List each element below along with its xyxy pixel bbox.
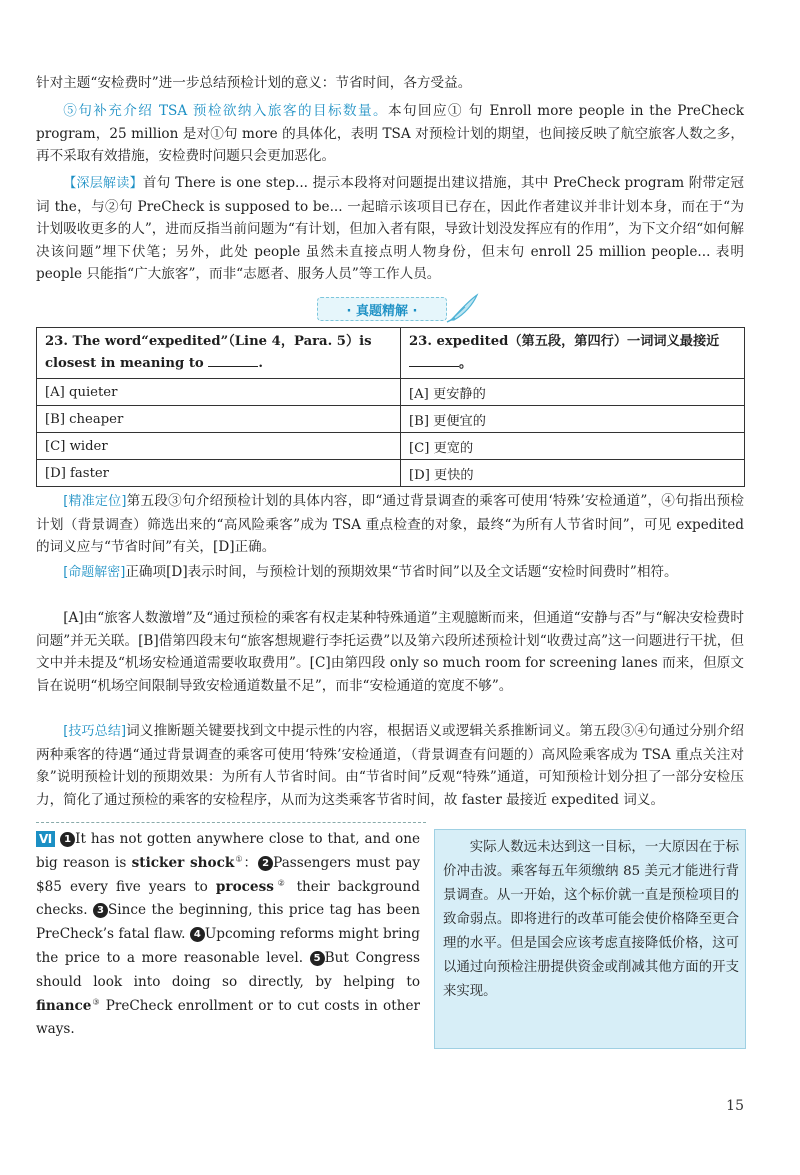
section-banner [317, 292, 483, 324]
locate-body: 第五段③句介绍预检计划的具体内容，即“通过背景调查的乘客可使用‘特殊’安检通道”，④句指出预检计划（背景调查）筛选出来的“高风险乘客”成为 TSA 重点检查的对象，最终“为所有人节省时间”，可见 expedited 的词义应与“节省时间”有关，[D]正确。 [36, 493, 744, 555]
footnote-marker: ② [273, 878, 289, 888]
footnote-marker: ① [234, 854, 244, 864]
sentence-number: 1 [60, 832, 75, 847]
decode-paragraph [36, 561, 744, 585]
distractor-paragraph: [A]由“旅客人数激增”及“通过预检的乘客有权走某种特殊通道”主观臆断而来，但通道“安静与否”与“解决安检费时问题”并无关联。[B]借第四段末句“旅客想规避行李托运费”以及第六段所述预检计划“收费过高”这一问题进行干扰，但文中并未提及“机场安检通道需要收取费用”。[C]由第四段 only so much room for screening lanes 而来，但原文旨在说明“机场空间限制导致安检通道数量不足”，而非“安检通道的宽度不够”。 [36, 610, 744, 694]
sentence-number: 2 [258, 856, 273, 871]
deep-reading-paragraph [36, 172, 744, 286]
decode-tag: [命题解密] [63, 565, 126, 580]
option-row [37, 406, 745, 433]
banner-label: · 真题精解 · [317, 297, 447, 321]
point-5-title: ⑤句补充介绍 TSA 预检欲纳入旅客的目标数量。 [63, 103, 388, 119]
question-table [36, 327, 745, 487]
locate-paragraph [36, 490, 744, 559]
deep-reading-tag: 【深层解读】 [63, 176, 143, 191]
question-stem-en: 23. The word“expedited”（Line 4，Para. 5）is closest in meaning to . [37, 328, 401, 379]
passage-paragraph: Ⅵ 1 It has not gotten anywhere close to that, and one big reason is sticker shock①： 2 Passengers must pay $85 every five years to process② their background checks. 3 Since the beginning, this price tag has been PreCheck’s fatal flaw. 4 Upcoming reforms might bring the price to a more reasonable level. 5 But Congress should look into doing so directly, by helping to finance③ PreCheck enrollment or to cut costs in other ways. [36, 831, 421, 1038]
footnote-marker: ③ [91, 997, 101, 1007]
option-row [37, 460, 745, 487]
quill-pen-icon [445, 292, 481, 324]
point-5-paragraph [36, 100, 744, 168]
option-row [37, 379, 745, 406]
option-d-en: [D] faster [37, 460, 401, 487]
deep-reading-body: 首句 There is one step... 提示本段将对问题提出建议措施，其中 PreCheck program 附带定冠词 the，与②句 PreCheck is supposed to be... 一起暗示该项目已存在，因此作者建议并非计划本身，而在于“为计划吸收更多的人”，进而反指当前问题为“有计划，但加入者有限，导致计划没发挥应有的作用”，为下文介绍“如何解决该问题”埋下伏笔；另外，此处 people 虽然未直接点明人物身份，但末句 enroll 25 million people... 表明 people 只能指“广大旅客”，而非“志愿者、服务人员”等工作人员。 [36, 175, 744, 282]
skill-paragraph [36, 720, 744, 811]
decode-body: 正确项[D]表示时间，与预检计划的预期效果“节省时间”以及全文话题“安检时间费时”相符。 [125, 564, 678, 580]
option-c-zh: [C] 更宽的 [401, 433, 745, 460]
vocab-term: process [215, 878, 274, 895]
translation-box [434, 829, 746, 1049]
question-stem-row [37, 328, 745, 379]
sentence-number: 4 [190, 927, 205, 942]
skill-tag: [技巧总结] [63, 724, 127, 739]
option-a-en: [A] quieter [37, 379, 401, 406]
option-row [37, 433, 745, 460]
summary-line: 针对主题“安检费时”进一步总结预检计划的意义：节省时间，各方受益。 [36, 75, 472, 91]
question-stem-zh: 23. expedited（第五段，第四行）一词词义最接近 。 [401, 328, 745, 379]
locate-tag: [精准定位] [63, 494, 127, 509]
vocab-term: sticker shock [131, 854, 235, 871]
option-c-en: [C] wider [37, 433, 401, 460]
translation-text: 实际人数远未达到这一目标，一大原因在于标价冲击波。乘客每五年须缴纳 85 美元才能进行背景调查。从一开始，这个标价就一直是预检项目的致命弱点。即将进行的改革可能会使价格降至更合理的水平。但是国会应该考虑直接降低价格，这可以通过向预检注册提供资金或削减其他方面的开支来实现。 [443, 840, 739, 999]
sentence-number: 3 [93, 903, 108, 918]
point-5-body: 本句回应① 句 Enroll more people in the PreCheck program，25 million 是对①句 more 的具体化，表明 TSA 对预检计划的期望，也间接反映了航空旅客人数之多，再不采取有效措施，安检费时问题只会更加恶化。 [36, 103, 744, 164]
section-marker: Ⅵ [36, 831, 55, 847]
option-b-zh: [B] 更便宜的 [401, 406, 745, 433]
divider [36, 822, 426, 823]
vocab-term: finance [36, 997, 92, 1014]
sentence-number: 5 [310, 951, 325, 966]
option-d-zh: [D] 更快的 [401, 460, 745, 487]
option-b-en: [B] cheaper [37, 406, 401, 433]
option-a-zh: [A] 更安静的 [401, 379, 745, 406]
page-number: 15 [726, 1098, 744, 1114]
skill-body: 词义推断题关键要找到文中提示性的内容，根据语义或逻辑关系推断词义。第五段③④句通过分别介绍两种乘客的待遇“通过背景调查的乘客可使用‘特殊’安检通道，（背景调查有问题的）高风险乘客成为 TSA 重点关注对象”说明预检计划的预期效果：为所有人节省时间。由“节省时间”反观“特殊”通道，可知预检计划分担了一部分安检压力，简化了通过预检的乘客的安检程序，从而为这类乘客节省时间，故 faster 最接近 expedited 词义。 [36, 723, 744, 808]
